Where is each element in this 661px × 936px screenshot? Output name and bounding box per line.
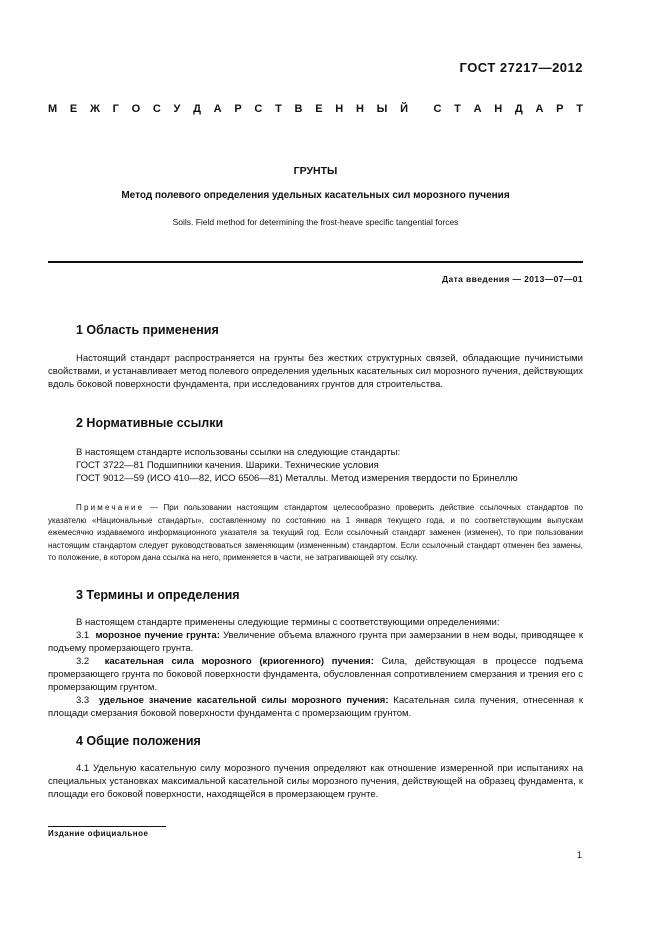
term-number: 3.1 bbox=[76, 630, 90, 641]
header-divider bbox=[48, 261, 583, 263]
section-text-general bbox=[48, 762, 583, 801]
section-heading-normative-references: 2 Нормативные ссылки bbox=[76, 416, 224, 430]
term-name: удельное значение касательной силы морозного пучения: bbox=[98, 695, 389, 706]
banner-letter: Р bbox=[556, 103, 564, 115]
banner-letter: Г bbox=[112, 103, 119, 115]
document-title: ГРУНТЫ bbox=[293, 165, 338, 177]
banner-letter: Т bbox=[275, 103, 282, 115]
paragraph: 4.1 Удельную касательную силу морозного пучения определяют как отношение измеренной при испытаниях на специальных установках максимальной касательной силы морозного пучения, действующей на образец фундамента, к площади его боковой поверхности, находящейся в промерзающем грунте. bbox=[48, 763, 583, 800]
banner-letter: Ж bbox=[89, 103, 100, 115]
note-paragraph bbox=[48, 502, 583, 565]
banner-letter: С bbox=[152, 103, 161, 115]
term-text: Касательная сила пучения, отнесенная к площади смерзания боковой поверхности фундамента с промерзающим грунтом. bbox=[48, 695, 583, 719]
banner-letter: А bbox=[473, 103, 482, 115]
banner-letter: Д bbox=[514, 103, 523, 115]
note-text: — При пользовании настоящим стандартом целесообразно проверить действие ссылочных стандартов по указателю «Национальные стандарты», составленному по состоянию на 1 января текущего года, и по соответствующим выпускам ежемесячно издаваемого информационного указателя за текущий год. Если ссылочный стандарт заменен (изменен), то при пользовании настоящим стандартом следует руководствоваться заменяющим (измененным) стандартом. Если ссылочный стандарт отменен без замены, то положение, в котором дана ссылка на него, применяется в части, не затрагивающей эту ссылку. bbox=[48, 503, 583, 563]
banner-letter: Т bbox=[454, 103, 461, 115]
section-text-references bbox=[48, 446, 583, 485]
term-definition bbox=[48, 629, 583, 655]
term-number: 3.2 bbox=[76, 656, 90, 667]
term-definition bbox=[48, 694, 583, 720]
banner-letter: В bbox=[294, 103, 303, 115]
section-text-terms bbox=[48, 616, 583, 720]
reference-item: ГОСТ 9012—59 (ИСО 410—82, ИСО 6506—81) Металлы. Метод измерения твердости по Бринеллю bbox=[76, 473, 518, 484]
document-subtitle: Метод полевого определения удельных касательных сил морозного пучения bbox=[121, 190, 510, 201]
banner-letter: С bbox=[433, 103, 442, 115]
banner-letter: Д bbox=[193, 103, 201, 115]
banner-letter: Е bbox=[315, 103, 323, 115]
section-text-scope bbox=[48, 352, 583, 391]
english-title: Soils. Field method for determining the frost-heave specific tangential forces bbox=[172, 217, 459, 227]
banner-letter: С bbox=[254, 103, 263, 115]
banner-letter: Т bbox=[576, 103, 583, 115]
banner-letter: А bbox=[213, 103, 222, 115]
banner-letter: Ы bbox=[376, 103, 388, 115]
banner-letter: М bbox=[48, 103, 58, 115]
document-code: ГОСТ 27217—2012 bbox=[459, 60, 583, 75]
banner-letter: Н bbox=[494, 103, 503, 115]
banner-letter: О bbox=[131, 103, 141, 115]
note-block bbox=[48, 502, 583, 565]
term-name: касательная сила морозного (криогенного) пучения: bbox=[104, 656, 374, 667]
banner-letter: Р bbox=[234, 103, 242, 115]
section-heading-scope: 1 Область применения bbox=[76, 323, 219, 337]
interstate-standard-banner bbox=[48, 103, 583, 115]
section-heading-general: 4 Общие положения bbox=[76, 734, 201, 748]
term-text: Увеличение объема влажного грунта при замерзании в нем воды, приводящее к подъему промерзающего грунта. bbox=[48, 630, 584, 654]
term-number: 3.3 bbox=[76, 695, 90, 706]
term-text: Сила, действующая в процессе подъема промерзающего грунта по боковой поверхности фундамента, обусловленная сопротивлением смерзания и трения его с промерзающим грунтом. bbox=[48, 656, 584, 693]
note-label: Примечание bbox=[76, 503, 145, 512]
paragraph: Настоящий стандарт распространяется на грунты без жестких структурных связей, обладающие пучинистыми свойствами, и устанавливает метод полевого определения удельных касательных сил морозного пучения, действующих вдоль боковой поверхности фундамента, при исследованиях грунтов для строительства. bbox=[48, 353, 583, 390]
section-heading-terms: 3 Термины и определения bbox=[76, 588, 240, 602]
banner-letter: У bbox=[173, 103, 181, 115]
paragraph: В настоящем стандарте использованы ссылки на следующие стандарты: bbox=[76, 447, 401, 458]
banner-letter: Н bbox=[335, 103, 344, 115]
banner-letter: Н bbox=[355, 103, 364, 115]
term-definition bbox=[48, 655, 583, 694]
reference-item: ГОСТ 3722—81 Подшипники качения. Шарики. Технические условия bbox=[76, 460, 379, 471]
banner-letter: А bbox=[535, 103, 544, 115]
page-number: 1 bbox=[576, 850, 582, 860]
term-name: морозное пучение грунта: bbox=[95, 630, 220, 641]
official-edition-label: Издание официальное bbox=[48, 829, 149, 838]
paragraph: В настоящем стандарте применены следующие термины с соответствующими определениями: bbox=[76, 617, 500, 628]
banner-letter: Й bbox=[400, 103, 409, 115]
banner-letter: Е bbox=[69, 103, 78, 115]
introduction-date: Дата введения — 2013—07—01 bbox=[442, 274, 583, 284]
footer-divider bbox=[48, 826, 166, 827]
